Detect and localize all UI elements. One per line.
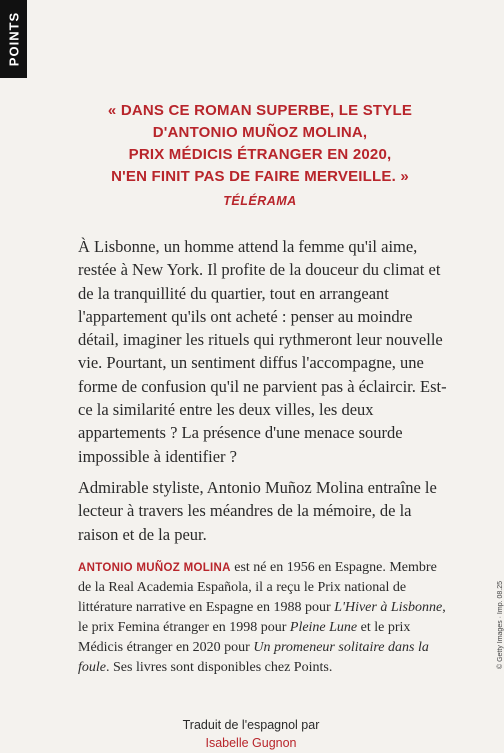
quote-line: PRIX MÉDICIS ÉTRANGER EN 2020, <box>128 146 392 163</box>
author-bio <box>78 558 450 678</box>
author-name: ANTONIO MUÑOZ MOLINA <box>78 562 231 574</box>
book-title: Pleine Lune <box>289 620 358 635</box>
publisher-logo-text: POINTS <box>6 11 21 67</box>
summary-paragraph-2: Admirable styliste, Antonio Muñoz Molina entraîne le lecteur à travers les méandres de la mémoire, de la raison et de la peur. <box>78 478 437 544</box>
press-quote <box>70 100 450 212</box>
bio-text: et le prix Médicis étranger en 2020 pour <box>78 620 411 655</box>
quote-line: « DANS CE ROMAN SUPERBE, LE STYLE <box>107 102 413 119</box>
bio-text: est né en 1956 en Espagne. Membre de la Real Academia Española, il a reçu le Prix national de littérature narrative en Espagne en 1988 pour <box>78 560 437 615</box>
translation-credit <box>0 716 502 752</box>
book-title: L'Hiver à Lisbonne <box>334 600 443 615</box>
quote-line: N'EN FINIT PAS DE FAIRE MERVEILLE. » <box>111 168 409 185</box>
translation-credit-label: Traduit de l'espagnol par <box>182 718 320 732</box>
summary-paragraph: À Lisbonne, un homme attend la femme qu'il aime, restée à New York. Il profite de la douceur du climat et de la tranquillité du quartier, tout en arrangeant l'appartement qu'ils ont acheté : penser au moindre détail, imaginer les rituels qui rythmeront leur nouvelle vie. Pourtant, un sentiment diffus l'accompagne, une forme de confusion qu'il ne parvient pas à éclaircir. Est-ce la similarité entre les deux villes, les deux appartements ? La présence d'une menace sourde impossible à identifier ? <box>78 237 447 466</box>
translator-name: Isabelle Gugnon <box>205 736 297 750</box>
quote-line: D'ANTONIO MUÑOZ MOLINA, <box>152 124 368 141</box>
quote-source: TÉLÉRAMA <box>223 194 297 208</box>
bio-text: . Ses livres sont disponibles chez Points. <box>106 660 333 675</box>
publisher-logo <box>0 0 27 78</box>
book-title: Un promeneur solitaire dans la foule <box>78 640 429 675</box>
image-credit: © Getty Images · Imp. 08.25 <box>497 580 504 670</box>
bio-text: , le prix Femina étranger en 1998 pour <box>78 600 446 635</box>
